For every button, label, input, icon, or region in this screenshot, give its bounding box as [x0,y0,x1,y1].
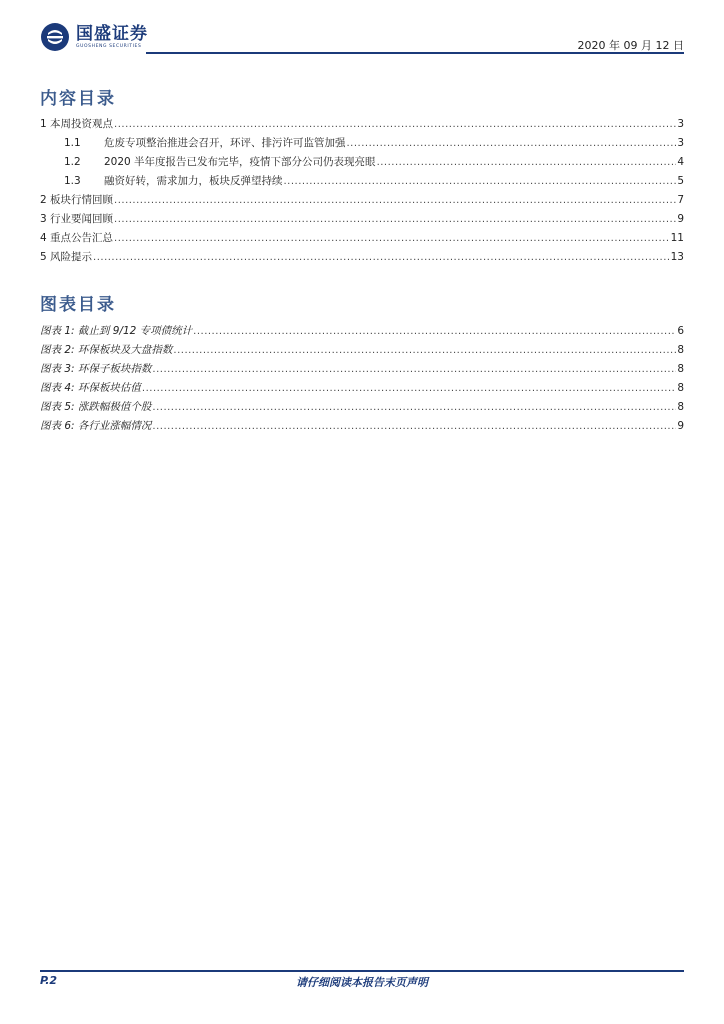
toc-item-page: 3 [677,137,684,149]
contents-title: 内容目录 [40,89,116,109]
report-date: 2020 年 09 月 12 日 [577,39,684,52]
toc-item[interactable] [40,210,684,229]
toc-subitem[interactable] [40,172,684,191]
toc-item-page: 4 [677,156,684,168]
toc-item-number: 1.2 [64,156,81,168]
toc-item-page: 11 [670,232,684,244]
toc-item[interactable] [40,248,684,267]
figure-item[interactable] [40,322,684,341]
footer-divider [40,970,684,972]
toc-item-label: 重点公告汇总 [50,232,114,244]
figure-item[interactable] [40,398,684,417]
toc-leader [114,210,676,229]
toc-item[interactable] [40,229,684,248]
toc-item-label: 行业要闻回顾 [50,213,114,225]
toc-item-page: 9 [677,213,684,225]
toc-item-label: 危废专项整治推进会召开，环评、排污许可监管加强 [104,137,346,149]
logo-english-name: GUOSHENG SECURITIES [76,43,142,49]
disclaimer-note: 请仔细阅读本报告末页声明 [296,976,428,989]
toc-leader [152,398,676,417]
toc-leader [377,153,677,172]
table-of-contents [40,115,684,267]
figure-item-label: 图表 4: 环保板块估值 [40,382,141,394]
toc-leader [114,115,676,134]
list-of-figures [40,322,684,436]
guosheng-logo-icon [40,22,70,52]
page-number: P.2 [40,974,58,987]
figure-item[interactable] [40,360,684,379]
toc-item-number: 2 [40,194,51,206]
figure-item-label: 图表 2: 环保板块及大盘指数 [40,344,173,356]
toc-item-label: 板块行情回顾 [50,194,114,206]
toc-leader [284,172,677,191]
figure-item-label: 图表 6: 各行业涨幅情况 [40,420,152,432]
toc-leader [193,322,676,341]
figure-item-page: 9 [677,420,684,432]
figure-item-page: 8 [677,344,684,356]
figure-item[interactable] [40,417,684,436]
toc-subitem[interactable] [40,134,684,153]
toc-leader [114,229,670,248]
figure-item-page: 8 [677,382,684,394]
toc-item-number: 4 [40,232,51,244]
figure-item-label: 图表 3: 环保子板块指数 [40,363,152,375]
toc-leader [173,341,676,360]
toc-item-label: 融资好转，需求加力，板块反弹望持续 [104,175,283,187]
toc-item-label: 风险提示 [50,251,93,263]
toc-item-label: 本周投资观点 [50,118,114,130]
toc-item-number: 1.1 [64,137,81,149]
figure-item-page: 6 [677,325,684,337]
figure-item[interactable] [40,341,684,360]
toc-item-number: 5 [40,251,51,263]
toc-item-label: 2020 半年度报告已发布完毕，疫情下部分公司仍表现亮眼 [104,156,376,168]
toc-leader [152,360,676,379]
figures-title: 图表目录 [40,295,116,315]
page-header [0,0,724,60]
toc-item-page: 7 [677,194,684,206]
figure-item-page: 8 [677,363,684,375]
toc-item-number: 3 [40,213,51,225]
toc-item-number: 1.3 [64,175,81,187]
toc-item[interactable] [40,191,684,210]
figure-item-label: 图表 1: 截止到 9/12 专项债统计 [40,325,193,337]
toc-item[interactable] [40,115,684,134]
toc-leader [152,417,676,436]
toc-item-page: 3 [677,118,684,130]
figure-item[interactable] [40,379,684,398]
toc-item-page: 13 [670,251,684,263]
figure-item-page: 8 [677,401,684,413]
toc-subitem[interactable] [40,153,684,172]
figure-item-label: 图表 5: 涨跌幅极值个股 [40,401,152,413]
toc-leader [142,379,676,398]
company-logo [40,22,148,52]
toc-leader [93,248,670,267]
header-divider [146,52,684,54]
logo-chinese-name: 国盛证券 [76,23,148,44]
toc-leader [347,134,677,153]
toc-leader [114,191,676,210]
toc-item-page: 5 [677,175,684,187]
toc-item-number: 1 [40,118,51,130]
